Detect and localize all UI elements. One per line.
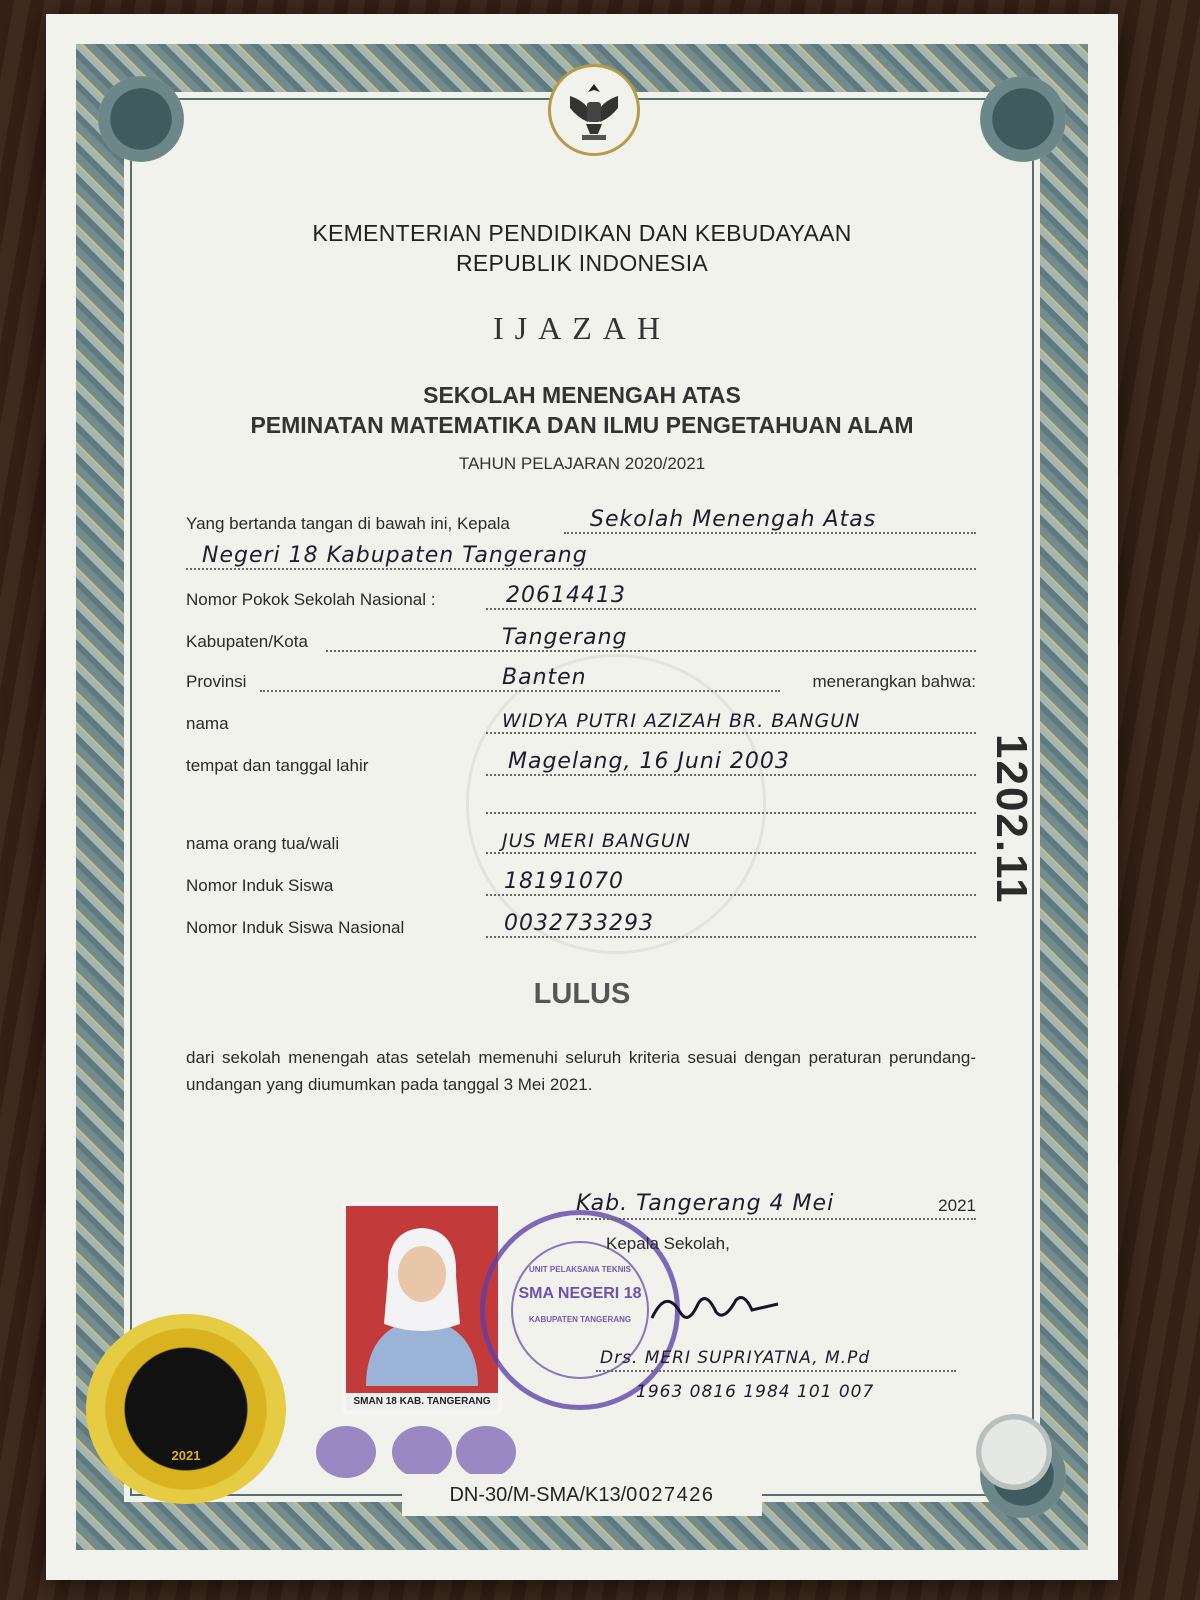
field-signer-school-cont <box>186 544 976 574</box>
photo-caption: SMAN 18 KAB. TANGERANG <box>346 1393 498 1410</box>
name-label: nama <box>186 714 229 733</box>
stamp-center-text: SMA NEGERI 18 <box>518 1285 642 1302</box>
signer-school-line2: Negeri 18 Kabupaten Tangerang <box>202 543 588 568</box>
student-portrait-icon <box>346 1206 498 1386</box>
principal-nip: 1963 0816 1984 101 007 <box>636 1382 875 1402</box>
name-value: WIDYA PUTRI AZIZAH BR. BANGUN <box>502 710 861 732</box>
field-nis <box>186 870 976 900</box>
province-label: Provinsi <box>186 672 247 691</box>
principal-name-line <box>596 1342 956 1372</box>
birth-value: Magelang, 16 Juni 2003 <box>508 749 790 774</box>
principal-title: Kepala Sekolah, <box>606 1234 730 1253</box>
principal-name: Drs. MERI SUPRIYATNA, M.Pd <box>600 1348 871 1368</box>
dotted-line <box>564 532 976 534</box>
graduation-statement: dari sekolah menengah atas setelah memenuhi seluruh kriteria sesuai dengan peraturan perundang-undangan yang diumumkan pada tanggal 3 Mei 2021. <box>186 1048 976 1094</box>
province-value: Banten <box>502 665 587 690</box>
signer-school-line1: Sekolah Menengah Atas <box>590 507 877 532</box>
field-birth <box>186 750 976 780</box>
serial-prefix: DN-30/M-SMA/K13/ <box>449 1484 627 1506</box>
seal-year: 2021 <box>171 1448 201 1463</box>
birth-label: tempat dan tanggal lahir <box>186 756 369 775</box>
gold-seal <box>86 1314 286 1504</box>
principal-signature <box>646 1282 786 1332</box>
thumbprint <box>316 1426 376 1478</box>
parent-value: JUS MERI BANGUN <box>502 830 691 852</box>
dotted-line <box>260 690 780 692</box>
nisn-value: 0032733293 <box>504 911 654 936</box>
corner-ornament-top-left <box>98 76 184 162</box>
garuda-emblem-icon <box>548 64 640 156</box>
place-date-value: Kab. Tangerang 4 Mei <box>576 1191 835 1216</box>
ministry-heading <box>46 218 1118 278</box>
serial-number-value: 0027426 <box>626 1484 715 1506</box>
dotted-line <box>326 650 976 652</box>
npsn-value: 20614413 <box>506 583 626 608</box>
certificate-paper <box>46 14 1118 1580</box>
nis-label: Nomor Induk Siswa <box>186 876 334 895</box>
field-signer-school <box>186 508 976 538</box>
field-birth-cont <box>186 788 976 818</box>
principal-nip-line <box>596 1374 956 1402</box>
graduation-status: LULUS <box>533 978 631 1010</box>
side-serial-number: 1202.11 <box>987 734 1036 905</box>
thumbprint <box>392 1426 452 1478</box>
dotted-line <box>486 774 976 776</box>
parent-label: nama orang tua/wali <box>186 834 340 853</box>
field-parent <box>186 828 976 858</box>
serial-number <box>402 1474 762 1516</box>
student-photo <box>342 1202 502 1414</box>
dotted-line <box>486 936 976 938</box>
document-title: IJAZAH <box>493 310 671 346</box>
city-value: Tangerang <box>502 625 628 650</box>
province-after-text: menerangkan bahwa: <box>812 672 976 691</box>
dotted-line <box>486 608 976 610</box>
npsn-label: Nomor Pokok Sekolah Nasional : <box>186 590 436 609</box>
dotted-line <box>486 894 976 896</box>
field-province <box>186 666 976 696</box>
ministry-line-1: KEMENTERIAN PENDIDIKAN DAN KEBUDAYAAN <box>312 220 852 246</box>
stamp-bottom-text: KABUPATEN TANGERANG <box>528 1315 632 1324</box>
dotted-line <box>486 852 976 854</box>
nisn-label: Nomor Induk Siswa Nasional <box>186 918 405 937</box>
place-date-line <box>576 1186 976 1220</box>
dotted-line <box>186 568 976 570</box>
hologram-seal <box>976 1414 1052 1490</box>
corner-ornament-top-right <box>980 76 1066 162</box>
ministry-line-2: REPUBLIK INDONESIA <box>455 250 709 276</box>
dotted-line <box>486 812 976 814</box>
nis-value: 18191070 <box>504 869 624 894</box>
signature-year: 2021 <box>938 1196 976 1215</box>
field-npsn <box>186 584 976 614</box>
field-nisn <box>186 912 976 942</box>
program-name: PEMINATAN MATEMATIKA DAN ILMU PENGETAHUAN ALAM <box>250 412 914 438</box>
academic-year: TAHUN PELAJARAN 2020/2021 <box>458 454 706 473</box>
field-name <box>186 708 976 738</box>
thumbprint <box>456 1426 516 1478</box>
signer-intro-label: Yang bertanda tangan di bawah ini, Kepala <box>186 514 510 533</box>
stamp-top-text: UNIT PELAKSANA TEKNIS <box>529 1265 631 1274</box>
dotted-line <box>486 732 976 734</box>
school-level: SEKOLAH MENENGAH ATAS <box>423 382 741 408</box>
city-label: Kabupaten/Kota <box>186 632 308 651</box>
field-city <box>186 626 976 656</box>
